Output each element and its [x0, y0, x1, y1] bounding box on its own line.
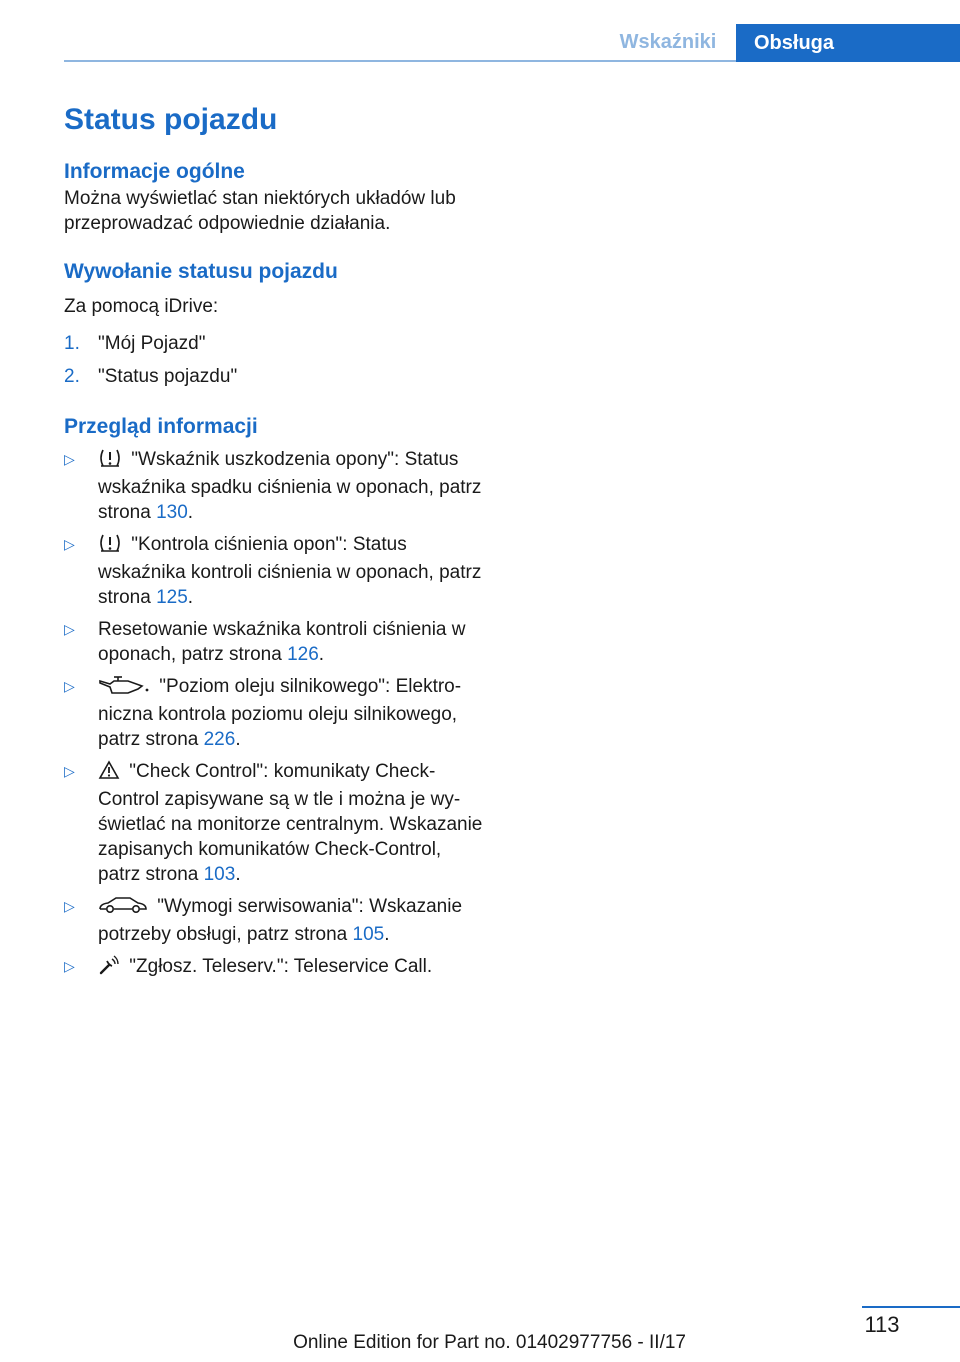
page-reference-link[interactable]: 226	[203, 729, 236, 750]
page-reference-link[interactable]: 103	[203, 864, 236, 885]
oil-can-icon	[98, 675, 150, 702]
page-reference-link[interactable]: 105	[352, 924, 385, 945]
item-end: .	[318, 644, 325, 665]
heading-overview: Przegląd informacji	[64, 415, 258, 438]
page-reference-link[interactable]: 130	[156, 502, 188, 523]
heading-general: Informacje ogólne	[64, 160, 245, 183]
heading-call-status: Wywołanie statusu pojazdu	[64, 260, 338, 283]
item-text: "Kontrola ciśnienia opon": Status wskaźnika kontroli ciśnienia w oponach, patrz strona	[98, 534, 482, 608]
page-title: Status pojazdu	[64, 103, 278, 136]
page-reference-link[interactable]: 125	[156, 587, 188, 608]
bullet-triangle-icon: ▷	[64, 536, 75, 552]
item-end: .	[235, 729, 241, 750]
step-text: "Mój Pojazd"	[98, 333, 206, 354]
main-content	[64, 100, 484, 989]
item-end: .	[235, 864, 241, 885]
step-text: "Status pojazdu"	[98, 366, 238, 387]
tire-warning-icon	[98, 533, 122, 560]
car-service-icon	[98, 895, 148, 922]
page-reference-link[interactable]: 126	[287, 644, 319, 665]
bullet-triangle-icon: ▷	[64, 678, 75, 694]
bullet-triangle-icon: ▷	[64, 621, 75, 637]
page-number: 113	[864, 1312, 900, 1337]
general-text: Można wyświetlać stan niektórych układów lub przeprowadzać odpowiednie działania.	[64, 188, 456, 234]
page-number-rule	[862, 1306, 960, 1308]
item-text: "Wskaźnik uszkodzenia opony": Status wskaźnika spadku ciśnienia w oponach, patrz strona	[98, 449, 482, 523]
overview-list	[64, 447, 484, 982]
item-text: Resetowanie wskaźnika kontroli ciśnienia w oponach, patrz strona	[98, 619, 466, 665]
list-item	[64, 364, 484, 389]
bullet-triangle-icon: ▷	[64, 898, 75, 914]
edition-footer: Online Edition for Part no. 01402977756 - II/17	[293, 1332, 686, 1353]
list-item	[64, 894, 484, 947]
step-number: 2.	[64, 366, 80, 387]
header-tab-obsluga[interactable]: Obsługa	[736, 24, 960, 62]
list-item	[64, 532, 484, 610]
item-text: "Wymogi serwisowania": Wskazanie potrzeby obsługi, patrz strona	[98, 896, 463, 945]
step-number: 1.	[64, 333, 80, 354]
steps-list	[64, 331, 484, 389]
bullet-triangle-icon: ▷	[64, 958, 75, 974]
bullet-triangle-icon: ▷	[64, 763, 75, 779]
list-item	[64, 617, 484, 667]
call-intro: Za pomocą iDrive:	[64, 296, 219, 317]
item-end: .	[187, 502, 194, 523]
tire-warning-icon	[98, 448, 122, 475]
item-text: "Zgłosz. Teleserv.": Teleservice Call.	[129, 956, 433, 977]
list-item	[64, 331, 484, 356]
list-item	[64, 447, 484, 525]
item-text: "Poziom oleju silnikowego": Elektroniczna kontrola poziomu oleju silnikowego, patrz strona	[98, 676, 462, 750]
bullet-triangle-icon: ▷	[64, 451, 75, 467]
item-end: .	[384, 924, 390, 945]
list-item	[64, 954, 484, 982]
header-tab-wskazniki[interactable]: Wskaźniki	[600, 24, 736, 60]
list-item	[64, 759, 484, 887]
wrench-signal-icon	[98, 955, 120, 982]
list-item	[64, 674, 484, 752]
item-text: "Check Control": komunikaty Check-Control zapisywane są w tle i można je wyświetlać na monitorze centralnym. Wskazanie zapisanych komunikatów Check-Control, patrz strona	[98, 761, 483, 885]
item-end: .	[187, 587, 194, 608]
warning-triangle-icon	[98, 760, 120, 787]
